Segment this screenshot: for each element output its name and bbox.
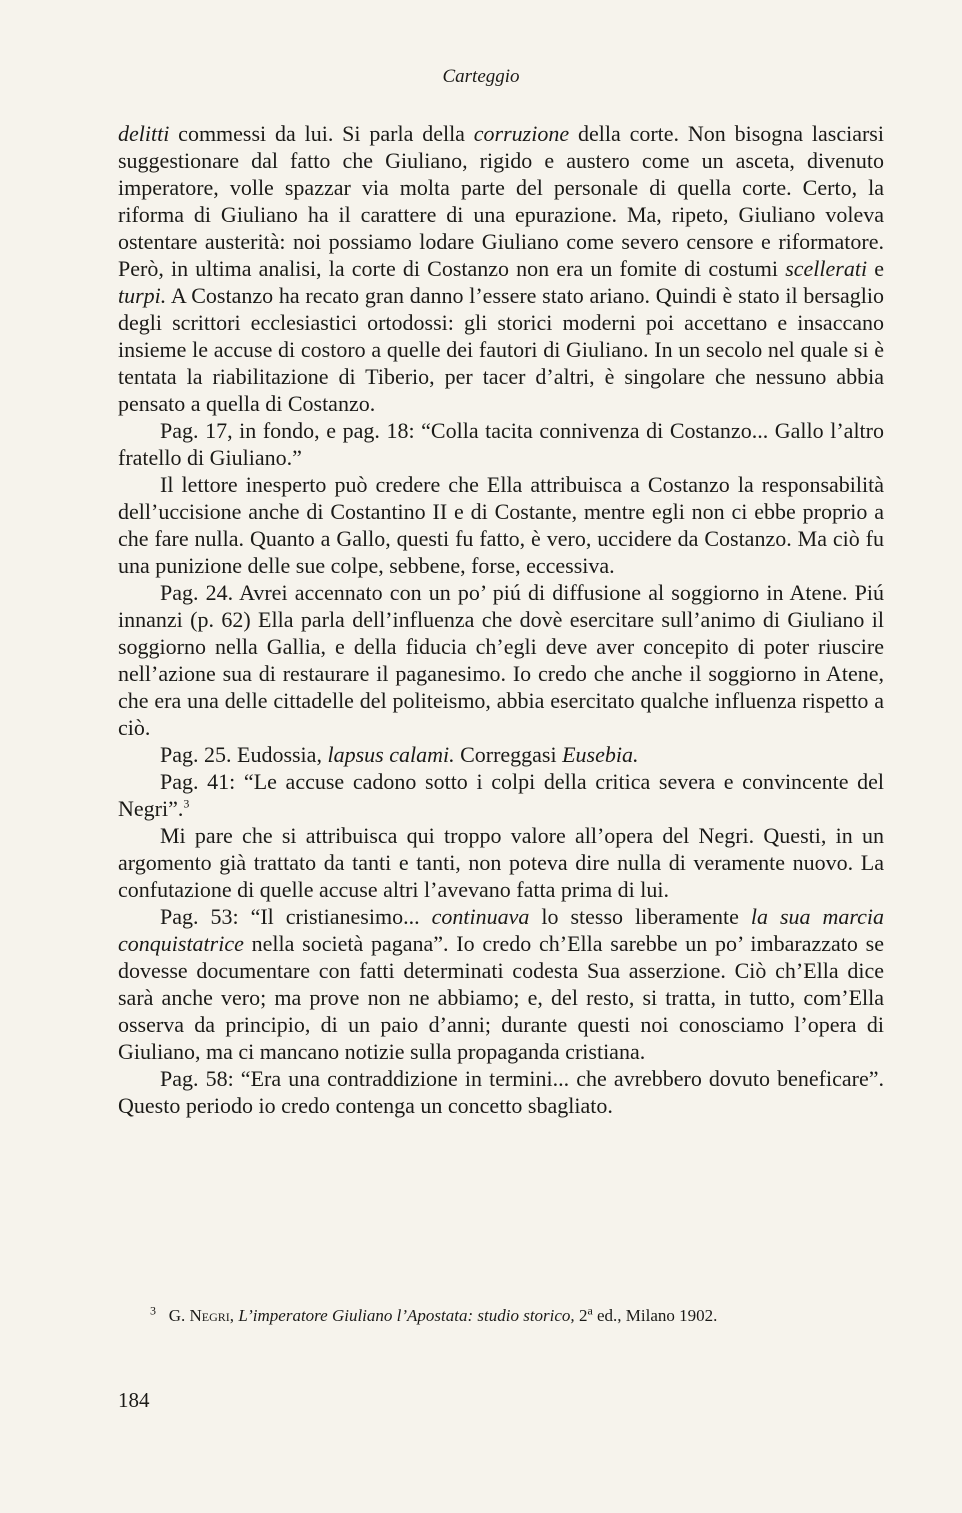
paragraph-p4 bbox=[118, 579, 884, 741]
page-number: 184 bbox=[118, 1388, 150, 1412]
text-segment: la sua marcia conquistatrice bbox=[118, 904, 885, 956]
text-segment: della corte. Non bisogna lasciarsi suggestionare dal fatto che Giuliano, rigido e austero come un asceta, divenuto imperatore, volle spazzar via molta parte del personale di quella corte. Certo, la riforma di Giuliano ha il carattere di una epurazione. Ma, ripeto, Giuliano voleva ostentare austerità: noi possiamo lodare Giuliano come severo censore e riformatore. Però, in ultima analisi, la corte di Costanzo non era un fomite di costumi bbox=[118, 121, 884, 281]
text-segment: Pag. 41: “Le accuse cadono sotto i colpi della critica severa e convincente del Negri”. bbox=[118, 769, 884, 821]
text-segment: Pag. 24. Avrei accennato con un po’ piú di diffusione al soggiorno in Atene. Piú innanzi (p. 62) Ella parla dell’influenza che dovè esercitare sull’animo di Giuliano il soggiorno nella Gallia, e della fiducia ch’egli deve aver concepito di poter riuscire nell’azione sua di restaurare il paganesimo. Io credo che anche il soggiorno in Atene, che era una delle cittadelle del politeismo, abbia esercitato qualche influenza rispetto a ciò. bbox=[118, 580, 884, 740]
footnote bbox=[150, 1305, 884, 1327]
text-segment: nella società pagana”. Io credo ch’Ella sarebbe un po’ imbarazzato se dovesse documentare con fatti determinati codesta Sua asserzione. Ciò ch’Ella dice sarà anche vero; ma prove non ne abbiamo; e, del resto, si tratta, in tutto, com’Ella osserva da principio, di un paio d’anni; durante questi noi conosciamo l’opera di Giuliano, ma ci mancano notizie sulla propaganda cristiana. bbox=[118, 931, 884, 1064]
text-segment: lapsus calami. bbox=[327, 742, 455, 767]
footnote-edition-sup: a bbox=[587, 1303, 593, 1318]
body-text bbox=[118, 120, 884, 1119]
text-segment: corruzione bbox=[473, 121, 570, 146]
paragraph-p6 bbox=[118, 768, 884, 822]
text-segment: lo stesso liberamente bbox=[529, 904, 751, 929]
text-segment: Mi pare che si attribuisca qui troppo valore all’opera del Negri. Questi, in un argomento già trattato da tanti e tanti, non poteva dire nulla di veramente nuovo. La confutazione di quelle accuse altri l’avevano fatta prima di lui. bbox=[118, 823, 884, 902]
text-segment: Pag. 17, in fondo, e pag. 18: “Colla tacita connivenza di Costanzo... Gallo l’altro fratello di Giuliano.” bbox=[118, 418, 884, 470]
paragraph-p1 bbox=[118, 120, 884, 417]
footnote-edition: 2 bbox=[578, 1306, 588, 1325]
text-segment: scellerati bbox=[785, 256, 868, 281]
footnote-author-initial: G. bbox=[168, 1306, 186, 1325]
paragraph-p9 bbox=[118, 1065, 884, 1119]
footnote-rest: ed., Milano 1902. bbox=[597, 1306, 718, 1325]
paragraph-p5 bbox=[118, 741, 884, 768]
text-segment: A Costanzo ha recato gran danno l’essere stato ariano. Quindi è stato il bersaglio degli scrittori ecclesiastici ortodossi: gli storici moderni poi accettano e insaccano insieme le accuse di costoro a quelle dei fautori di Giuliano. In un secolo nel quale si è tentata la riabilitazione di Tiberio, per tacer d’altri, è singolare che nessuno abbia pensato a quella di Costanzo. bbox=[118, 283, 884, 416]
footnote-title: L’imperatore Giuliano l’Apostata: studio storico, bbox=[238, 1306, 575, 1325]
running-header: Carteggio bbox=[442, 66, 520, 87]
text-segment: Il lettore inesperto può credere che Ella attribuisca a Costanzo la responsabilità dell’uccisione anche di Costantino II e di Costante, mentre egli non ci ebbe proprio a che fare nulla. Quanto a Gallo, questi fu fatto, è vero, uccidere da Costanzo. Ma ciò fu una punizione delle sue colpe, sebbene, forse, eccessiva. bbox=[118, 472, 884, 578]
text-segment: e bbox=[867, 256, 885, 281]
text-segment: delitti bbox=[118, 121, 170, 146]
text-segment: commessi da lui. Si parla della bbox=[169, 121, 474, 146]
paragraph-p8 bbox=[118, 903, 884, 1065]
text-segment: Correggasi bbox=[454, 742, 563, 767]
text-segment: Pag. 53: “Il cristianesimo... bbox=[160, 904, 432, 929]
paragraph-p7 bbox=[118, 822, 884, 903]
paragraph-p2 bbox=[118, 417, 884, 471]
text-segment: Pag. 25. Eudossia, bbox=[160, 742, 328, 767]
footnote-author-surname: Negri, bbox=[189, 1306, 235, 1325]
text-segment: Pag. 58: “Era una contraddizione in termini... che avrebbero dovuto beneficare”. Questo periodo io credo contenga un concetto sbagliato. bbox=[118, 1066, 884, 1118]
footnote-ref: 3 bbox=[183, 796, 190, 811]
footnote-marker: 3 bbox=[150, 1303, 156, 1318]
text-segment: turpi. bbox=[118, 283, 167, 308]
paragraph-p3 bbox=[118, 471, 884, 579]
text-segment: Eusebia. bbox=[562, 742, 639, 767]
text-segment: continuava bbox=[431, 904, 530, 929]
